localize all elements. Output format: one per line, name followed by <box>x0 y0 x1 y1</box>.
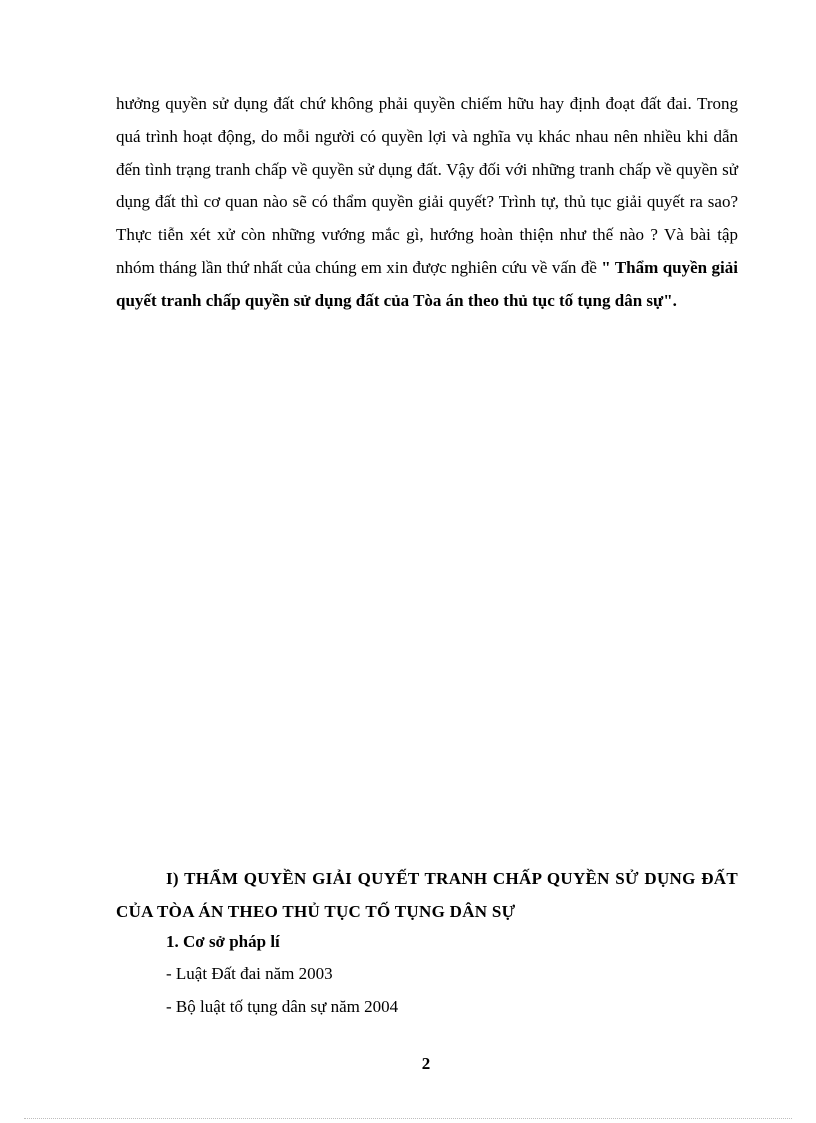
legal-basis-item: - Bộ luật tố tụng dân sự năm 2004 <box>166 997 399 1016</box>
page-number: 2 <box>421 1054 431 1073</box>
section-heading: I) THẨM QUYỀN GIẢI QUYẾT TRANH CHẤP QUYỀN SỬ DỤNG ĐẤT CỦA TÒA ÁN THEO THỦ TỤC TỐ TỤNG DÂN SỰ <box>116 869 738 921</box>
intro-bold-topic: " Thẩm quyền giải quyết tranh chấp quyền sử dụng đất của Tòa án theo thủ tục tố tụng dân sự". <box>116 257 738 310</box>
intro-paragraph <box>116 88 738 318</box>
intro-paragraph-text: hưởng quyền sử dụng đất chứ không phải quyền chiếm hữu hay định đoạt đất đai. Trong quá trình hoạt động, do mỗi người có quyền lợi và nghĩa vụ khác nhau nên nhiều khi dẫn đến tình trạng tranh chấp về quyền sử dụng đất. Vậy đối với những tranh chấp về quyền sử dụng đất thì cơ quan nào sẽ có thẩm quyền giải quyết? Trình tự, thủ tục giải quyết ra sao? Thực tiễn xét xử còn những vướng mắc gì, hướng hoàn thiện như thế nào ? Và bài tập nhóm tháng lần thứ nhất của chúng em xin được nghiên cứu về vấn đề <box>116 94 738 277</box>
subsection-heading: 1. Cơ sở pháp lí <box>166 932 280 951</box>
legal-basis-item: - Luật Đất đai năm 2003 <box>166 964 333 983</box>
page-bottom-divider <box>24 1118 792 1119</box>
